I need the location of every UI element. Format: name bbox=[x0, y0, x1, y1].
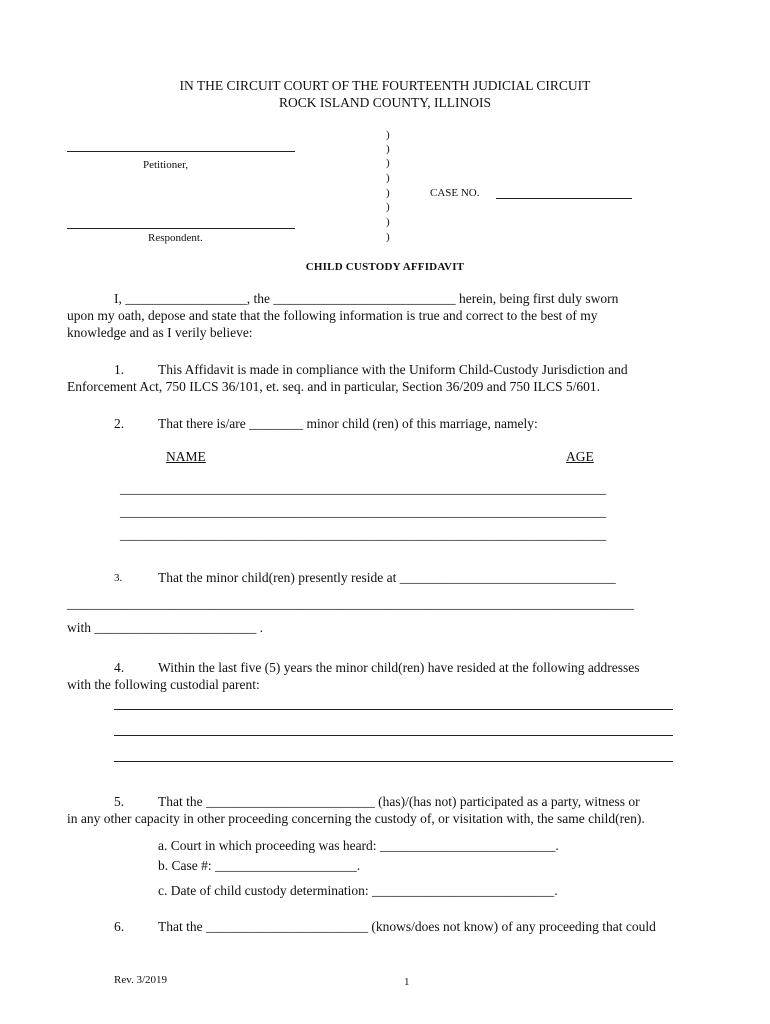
child-entry-line[interactable]: ________________________________________________________________________ bbox=[120, 481, 606, 496]
address-history-line[interactable] bbox=[114, 761, 673, 762]
caption-bracket: ) bbox=[386, 129, 390, 141]
caption-bracket: ) bbox=[386, 201, 390, 213]
child-entry-line[interactable]: ________________________________________________________________________ bbox=[120, 527, 606, 542]
county-name: ROCK ISLAND COUNTY, ILLINOIS bbox=[279, 95, 491, 110]
paragraph-text: This Affidavit is made in compliance with the Uniform Child-Custody Jurisdiction and bbox=[158, 362, 628, 377]
paragraph-text: with the following custodial parent: bbox=[67, 677, 260, 692]
child-entry-line[interactable]: ________________________________________________________________________ bbox=[120, 504, 606, 519]
address-history-line[interactable] bbox=[114, 735, 673, 736]
respondent-label: Respondent. bbox=[148, 232, 203, 244]
paragraph-text: Enforcement Act, 750 ILCS 36/101, et. seq. and in particular, Section 36/209 and 750 ILCS 5/601. bbox=[67, 379, 600, 394]
caption-bracket: ) bbox=[386, 231, 390, 243]
caption-bracket: ) bbox=[386, 172, 390, 184]
case-number-label: CASE NO. bbox=[430, 187, 480, 199]
sub-item: c. Date of child custody determination: ___________________________. bbox=[158, 883, 558, 898]
paragraph-number: 6. bbox=[114, 919, 125, 934]
document-title: CHILD CUSTODY AFFIDAVIT bbox=[305, 261, 465, 273]
paragraph-text: That the _________________________ (has)/(has not) participated as a party, witness or bbox=[158, 794, 640, 809]
paragraph-number: 3. bbox=[114, 572, 123, 584]
paragraph-text: That the ________________________ (knows/does not know) of any proceeding that could bbox=[158, 919, 656, 934]
caption-bracket: ) bbox=[386, 187, 390, 199]
intro-line: upon my oath, depose and state that the following information is true and correct to the best of my bbox=[67, 308, 598, 323]
caption-bracket: ) bbox=[386, 157, 390, 169]
intro-line: I, __________________, the ___________________________ herein, being first duly sworn bbox=[114, 291, 619, 306]
petitioner-label: Petitioner, bbox=[143, 159, 189, 171]
with-line: with ________________________ . bbox=[67, 620, 264, 635]
caption-bracket: ) bbox=[386, 143, 390, 155]
paragraph-number: 5. bbox=[114, 794, 125, 809]
address-history-line[interactable] bbox=[114, 709, 673, 710]
address-line[interactable]: ____________________________________________________________________________________ bbox=[67, 596, 634, 611]
case-number-field[interactable] bbox=[496, 198, 632, 199]
paragraph-text: That the minor child(ren) presently reside at ________________________________ bbox=[158, 570, 616, 585]
paragraph-text: in any other capacity in other proceeding concerning the custody of, or visitation with, the same child(ren). bbox=[67, 811, 645, 826]
page-number: 1 bbox=[404, 976, 410, 988]
name-column-header: NAME bbox=[166, 449, 206, 464]
paragraph-text: That there is/are ________ minor child (ren) of this marriage, namely: bbox=[158, 416, 538, 431]
respondent-signature-line bbox=[67, 228, 295, 229]
paragraph-text: Within the last five (5) years the minor child(ren) have resided at the following addresses bbox=[158, 660, 640, 675]
petitioner-signature-line bbox=[67, 151, 295, 152]
revision-date: Rev. 3/2019 bbox=[114, 974, 168, 986]
intro-line: knowledge and as I verily believe: bbox=[67, 325, 253, 340]
paragraph-number: 1. bbox=[114, 362, 125, 377]
paragraph-number: 2. bbox=[114, 416, 125, 431]
sub-item: b. Case #: _____________________. bbox=[158, 858, 361, 873]
paragraph-number: 4. bbox=[114, 660, 125, 675]
caption-bracket: ) bbox=[386, 216, 390, 228]
court-name: IN THE CIRCUIT COURT OF THE FOURTEENTH JUDICIAL CIRCUIT bbox=[179, 78, 591, 93]
sub-item: a. Court in which proceeding was heard: __________________________. bbox=[158, 838, 559, 853]
age-column-header: AGE bbox=[566, 449, 594, 464]
